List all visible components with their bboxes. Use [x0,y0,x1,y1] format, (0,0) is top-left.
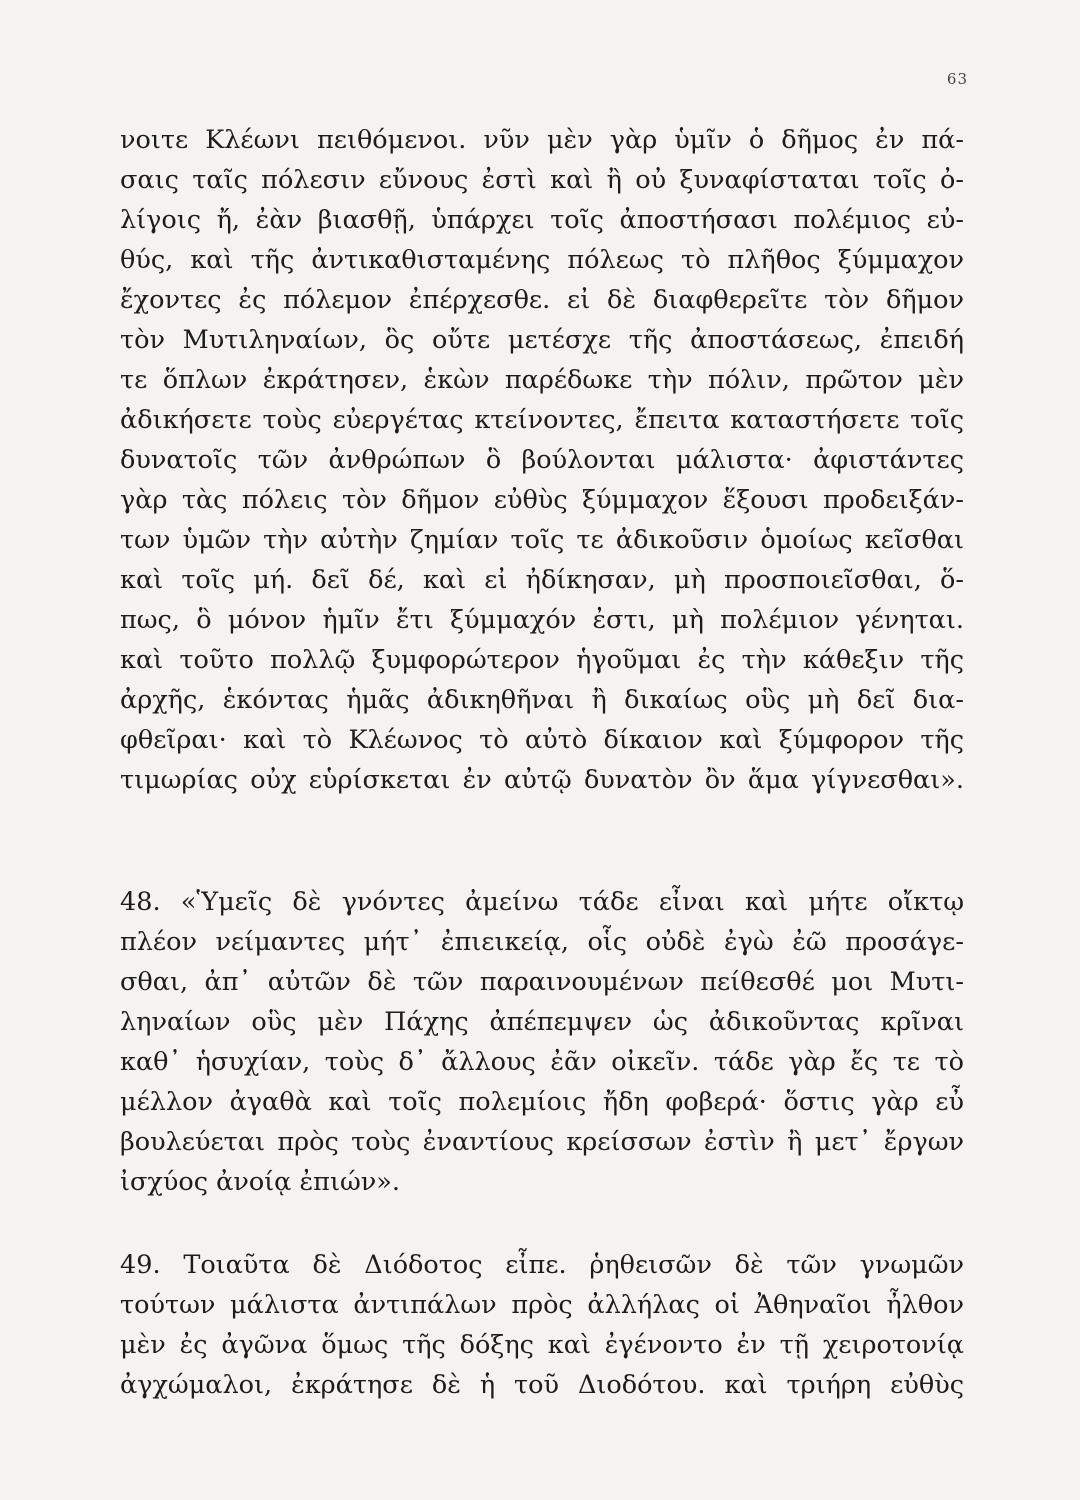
text-line: ἔχοντες ἐς πόλεμον ἐπέρχεσθε. εἰ δὲ διαφθερεῖτε τὸν δῆμον [120,285,964,315]
text-line: ἰσχύος ἀνοίᾳ ἐπιών». [120,1167,400,1197]
text-line: βουλεύεται πρὸς τοὺς ἐναντίους κρείσσων ἐστὶν ἢ μετ᾽ ἔργων [120,1127,964,1157]
text-line: δυνατοῖς τῶν ἀνθρώπων ὃ βούλονται μάλιστα· ἀφιστάντες [120,445,964,475]
text-line: μέλλον ἀγαθὰ καὶ τοῖς πολεμίοις ἤδη φοβερά· ὅστις γὰρ εὖ [120,1087,964,1117]
paragraph-48 [120,882,964,1202]
page-number: 63 [946,70,968,88]
text-line: καθ᾽ ἡσυχίαν, τοὺς δ᾽ ἄλλους ἐᾶν οἰκεῖν. τάδε γὰρ ἔς τε τὸ [120,1047,964,1077]
text-line: τε ὅπλων ἐκράτησεν, ἑκὼν παρέδωκε τὴν πόλιν, πρῶτον μὲν [120,365,964,395]
text-line: σθαι, ἀπ᾽ αὐτῶν δὲ τῶν παραινουμένων πείθεσθέ μοι Μυτι- [120,967,964,997]
text-line: ληναίων οὓς μὲν Πάχης ἀπέπεμψεν ὡς ἀδικοῦντας κρῖναι [120,1007,964,1037]
text-line: τιμωρίας οὐχ εὑρίσκεται ἐν αὐτῷ δυνατὸν ὂν ἅμα γίγνεσθαι». [120,765,964,795]
text-line: των ὑμῶν τὴν αὐτὴν ζημίαν τοῖς τε ἀδικοῦσιν ὁμοίως κεῖσθαι [120,525,964,555]
text-line: τούτων μάλιστα ἀντιπάλων πρὸς ἀλλήλας οἱ Ἀθηναῖοι ἦλθον [120,1290,964,1320]
text-line: ἀδικήσετε τοὺς εὐεργέτας κτείνοντες, ἔπειτα καταστήσετε τοῖς [120,405,964,435]
text-line: φθεῖραι· καὶ τὸ Κλέωνος τὸ αὐτὸ δίκαιον καὶ ξύμφορον τῆς [120,725,964,755]
text-line: θύς, καὶ τῆς ἀντικαθισταμένης πόλεως τὸ πλῆθος ξύμμαχον [120,245,964,275]
text-line: ἀρχῆς, ἑκόντας ἡμᾶς ἀδικηθῆναι ἢ δικαίως οὓς μὴ δεῖ δια- [120,685,964,715]
text-line: νοιτε Κλέωνι πειθόμενοι. νῦν μὲν γὰρ ὑμῖν ὁ δῆμος ἐν πά- [120,125,964,155]
text-line: 48. «Ὑμεῖς δὲ γνόντες ἀμείνω τάδε εἶναι καὶ μήτε οἴκτῳ [120,887,964,917]
text-line: καὶ τοῦτο πολλῷ ξυμφορώτερον ἡγοῦμαι ἐς τὴν κάθεξιν τῆς [120,645,964,675]
paragraph-continuation [120,120,964,800]
text-line: καὶ τοῖς μή. δεῖ δέ, καὶ εἰ ἠδίκησαν, μὴ προσποιεῖσθαι, ὅ- [120,565,964,595]
text-line: πλέον νείμαντες μήτ᾽ ἐπιεικείᾳ, οἷς οὐδὲ ἐγὼ ἐῶ προσάγε- [120,927,964,957]
text-line: πως, ὃ μόνον ἡμῖν ἔτι ξύμμαχόν ἐστι, μὴ πολέμιον γένηται. [120,605,964,635]
text-line: τὸν Μυτιληναίων, ὃς οὔτε μετέσχε τῆς ἀποστάσεως, ἐπειδή [120,325,964,355]
text-line: λίγοις ἤ, ἐὰν βιασθῇ, ὑπάρχει τοῖς ἀποστήσασι πολέμιος εὐ- [120,205,964,235]
paragraph-49 [120,1245,964,1405]
text-line: γὰρ τὰς πόλεις τὸν δῆμον εὐθὺς ξύμμαχον ἕξουσι προδειξάν- [120,485,964,515]
text-line: 49. Τοιαῦτα δὲ Διόδοτος εἶπε. ῥηθεισῶν δὲ τῶν γνωμῶν [120,1250,964,1280]
text-line: ἀγχώμαλοι, ἐκράτησε δὲ ἡ τοῦ Διοδότου. καὶ τριήρη εὐθὺς [120,1370,964,1400]
text-line: μὲν ἐς ἀγῶνα ὅμως τῆς δόξης καὶ ἐγένοντο ἐν τῇ χειροτονίᾳ [120,1330,964,1360]
text-line: σαις ταῖς πόλεσιν εὔνους ἐστὶ καὶ ἢ οὐ ξυναφίσταται τοῖς ὀ- [120,165,964,195]
